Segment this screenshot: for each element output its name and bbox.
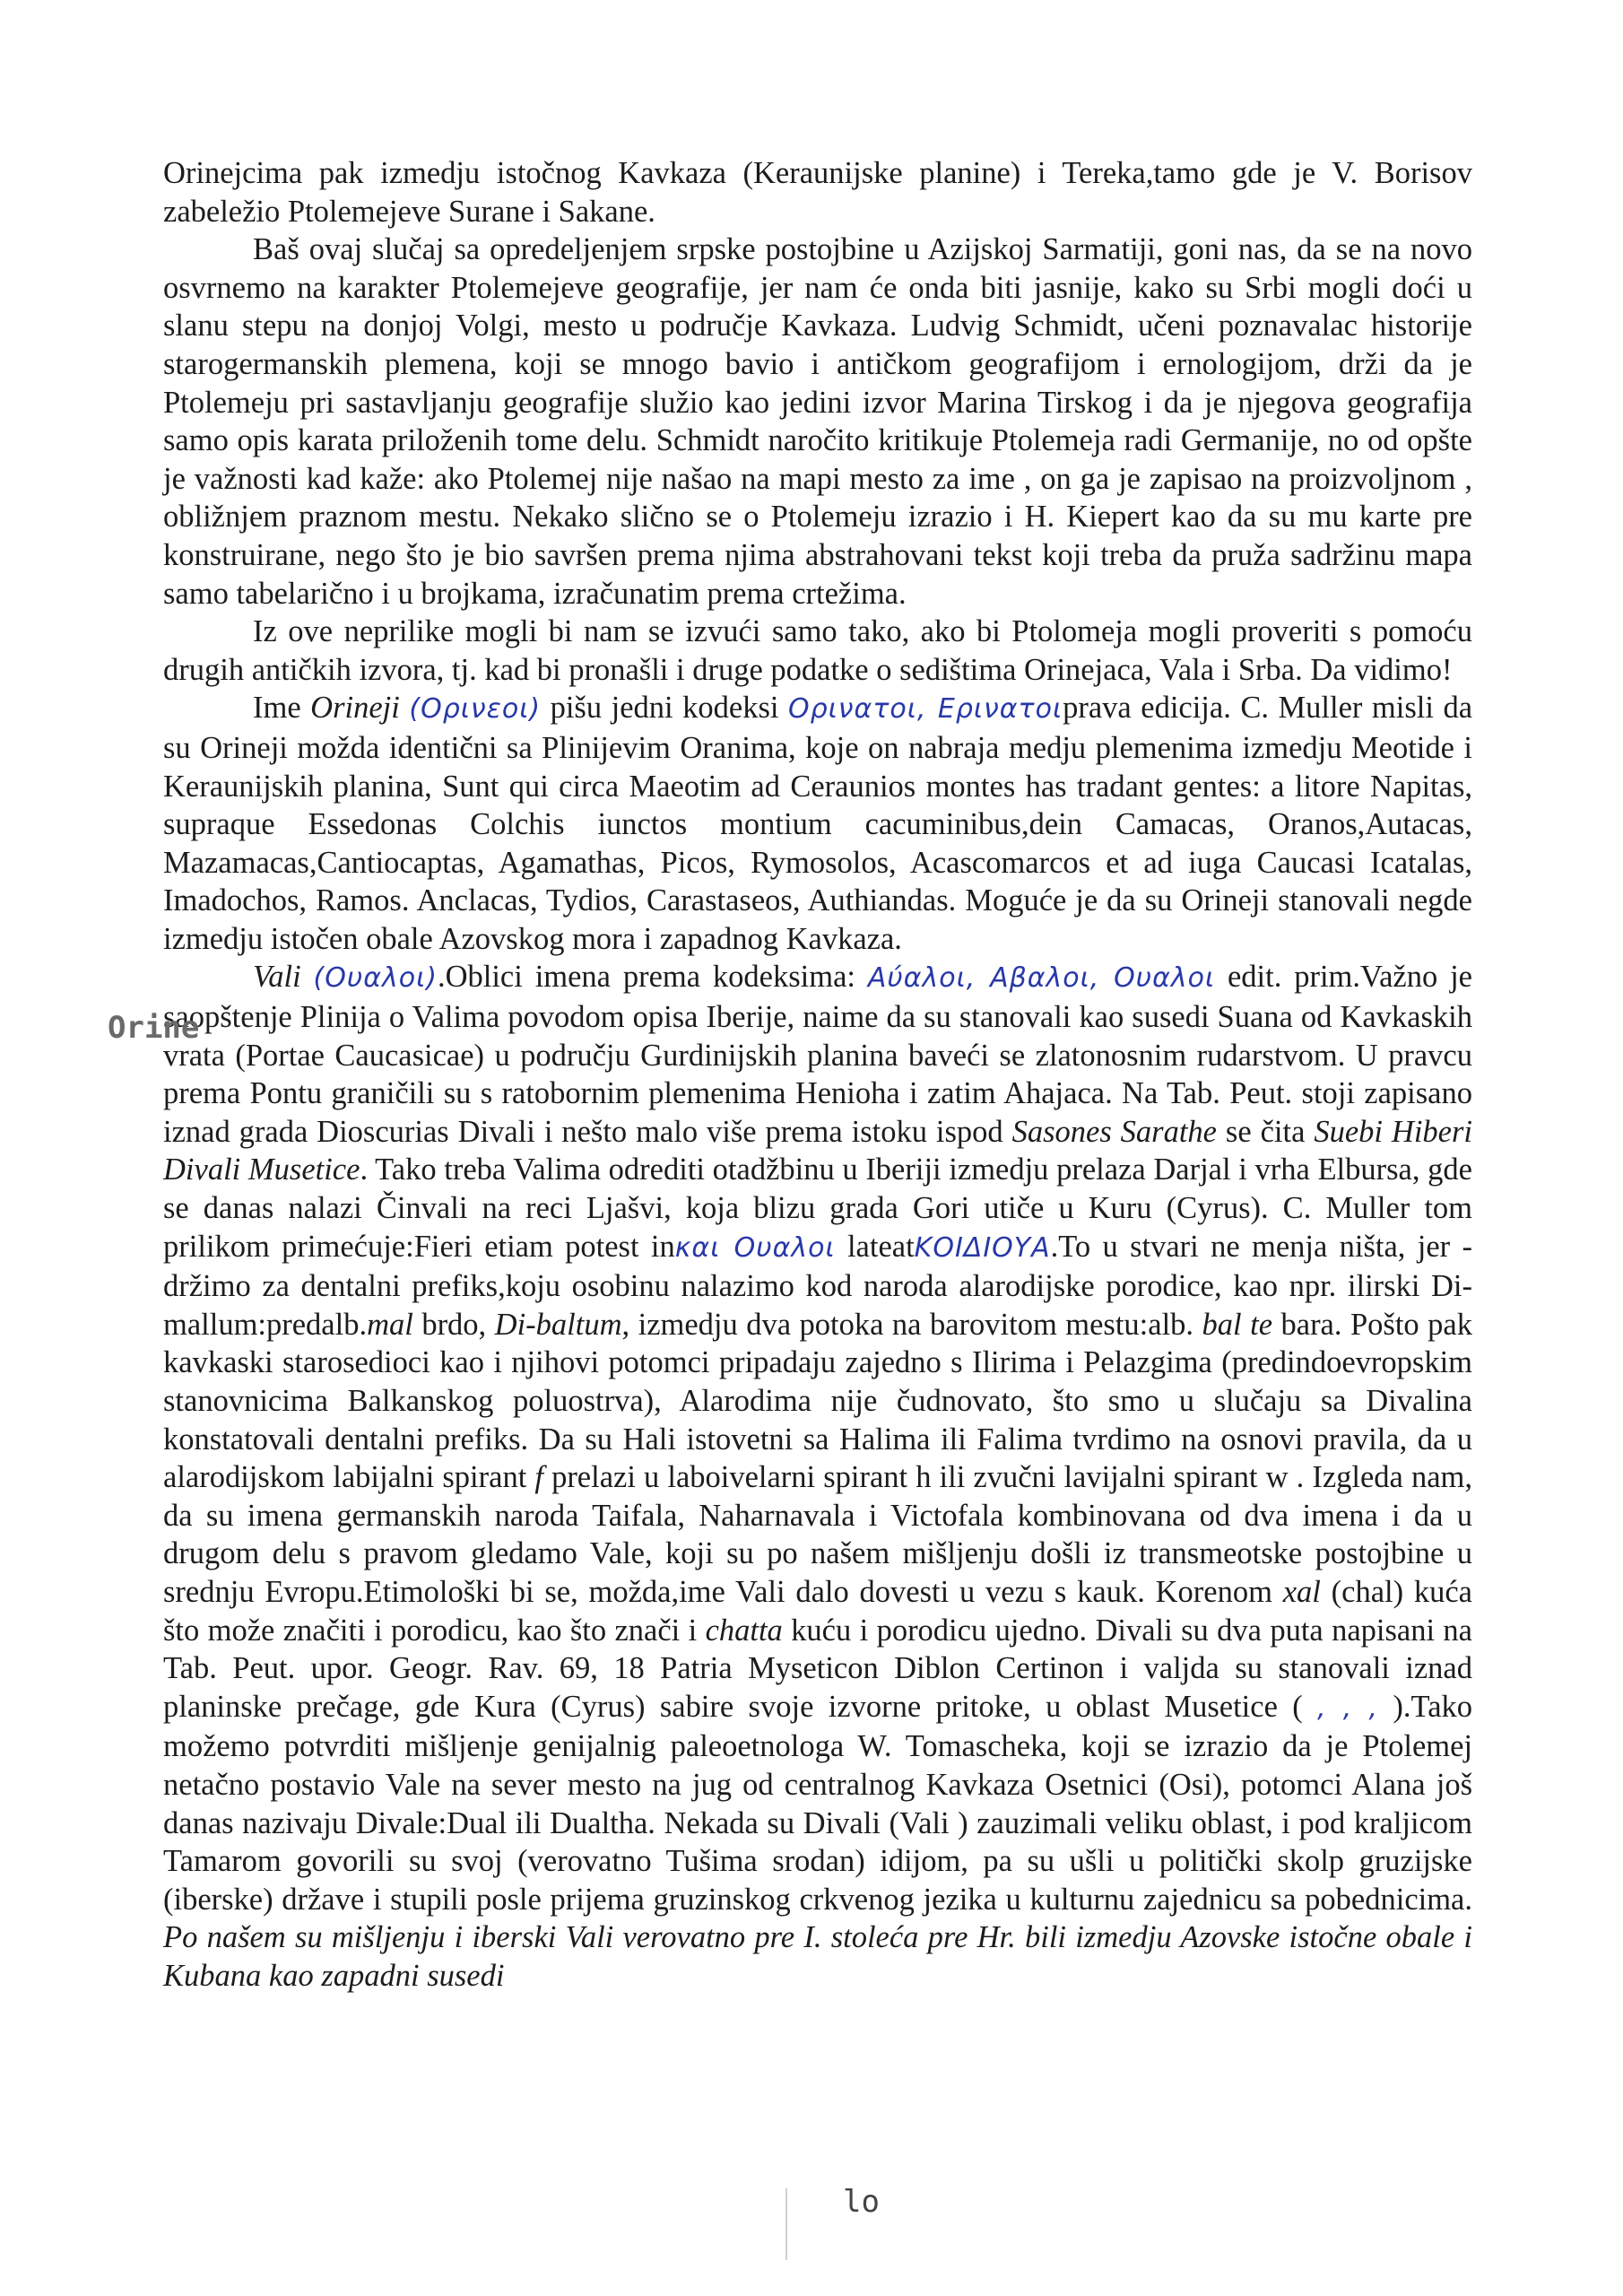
handwritten-greek-annotation: Ορινατοι, Ερινατοι [787, 693, 1063, 726]
paragraph [163, 230, 1472, 613]
italic-text: Sasones Sarathe [1011, 1114, 1217, 1149]
italic-text: xal [1282, 1574, 1321, 1609]
page-number: lo [843, 2184, 880, 2220]
text-run: lateat [835, 1229, 915, 1264]
handwritten-greek-annotation: Αύαλοι, Αβαλοι, Ουαλοι [867, 962, 1216, 995]
text-run: Orinejcima pak izmedju istočnog Kavkaza (Keraunijske planine) i Tereka,tamo gde je V. Borisov zabeležio Ptolemejeve Surane i Sakane. [163, 156, 1472, 229]
paragraph [163, 613, 1472, 689]
text-run: prelazi u laboivelarni spirant h ili zvučni lavijalni spirant w . Izgleda nam, da su imena germanskih naroda Taifala, Naharnavala i Victofala kombinovana od dva imena i da u drugom delu s pravom gledamo Vale, koji su po našem mišljenju došli iz transmeotske postojbine u srednju Evropu.Etimološki bi se, možda,ime Vali dalo dovesti u vezu s kauk. Korenom [163, 1460, 1472, 1609]
text-run: . Tako treba Valima odrediti otadžbinu u Iberiji izmedju prelaza Darjal i vrha Elbursa, gde se danas nalazi Činvali na reci Ljašvi, koja blizu grada Gori utiče u Kuru (Cyrus). C. Muller tom prilikom primećuje:Fieri etiam potest in [163, 1152, 1472, 1264]
text-run: .Oblici imena prema kodeksima: [437, 960, 868, 995]
paragraph [163, 958, 1472, 1995]
text-run: kuću i porodicu ujedno. Divali su dva puta napisani na Tab. Peut. upor. Geogr. Rav. 69, 18 Patria Myseticon Diblon Certinon i valjda su stanovali iznad planinske prečage, gde Kura (Cyrus) sabire svoje izvorne pritoke, u oblast Musetice ( [163, 1613, 1472, 1724]
text-run: edit. prim.Važno je saopštenje Plinija o Valima povodom opisa Iberije, naime da su stanovali kao susedi Suana od Kavkaskih vrata (Portae Caucasicae) u području Gurdinijskih planina baveći se zlatonosnim rudarstvom. U pravcu prema Pontu graničili su s ratobornim plemenima Henioha i zatim Ahajaca. Na Tab. Peut. stoji zapisano iznad grada Dioscurias Divali i nešto malo više prema istoku ispod [163, 960, 1472, 1149]
text-run: Iz ove neprilike mogli bi nam se izvući samo tako, ako bi Ptolomeja mogli proveriti s pomoću drugih antičkih izvora, tj. kad bi pronašli i druge podatke o sedištima Orinejaca, Vala i Srba. Da vidimo! [163, 614, 1472, 687]
paragraph [163, 154, 1472, 230]
italic-text: mal [367, 1307, 413, 1342]
text-run: , izmedju dva potoka na barovitom mestu:alb. [621, 1307, 1202, 1342]
handwritten-greek-annotation: ΚΟΙΔΙΟΥΑ [914, 1231, 1051, 1264]
paragraph [163, 689, 1472, 958]
text-run: Ime [253, 691, 311, 726]
text-run: Baš ovaj slučaj sa opredeljenjem srpske postojbine u Azijskoj Sarmatiji, goni nas, da se na novo osvrnemo na karakter Ptolemejeve geografije, jer nam će onda biti jasnije, kako su Srbi mogli doći u slanu stepu na donjoj Volgi, mesto u područje Kavkaza. Ludvig Schmidt, učeni poznavalac historije starogermanskih plemena, koji se mnogo bavio i antičkom geografijom i ernologijom, drži da je Ptolemeju pri sastavljanju geografije služio kao jedini izvor Marina Tirskog i da je njegova geografija samo opis karata priloženih tome delu. Schmidt naročito kritikuje Ptolemeja radi Germanije, no od opšte je važnosti kad kaže: ako Ptolemej nije našao na mapi mesto za ime , on ga je zapisao na proizvoljnom , obližnjem praznom mestu. Nekako slično se o Ptolemeju izrazio i H. Kiepert kao da su mu karte pre konstruirane, nego što je bio savršen prema njima abstrahovani tekst koji treba da pruža sadržinu mapa samo tabelarično i u brojkama, izračunatim prema crtežima. [163, 232, 1472, 611]
handwritten-greek-annotation: (Ουαλοι) [313, 962, 438, 995]
text-run: se čita [1217, 1114, 1315, 1149]
italic-text: Di-baltum [494, 1307, 622, 1342]
text-run: ).Tako možemo potvrditi mišljenje genijalnig paleoetnologa W. Tomascheka, koji se izrazio da je Ptolemej netačno postavio Vale na sever mesto na jug od centralnog Kavkaza Osetnici (Osi), potomci Alana još danas nazivaju Divale:Dual ili Dualtha. Nekada su Divali (Vali ) zauzimali veliku oblast, i pod kraljicom Tamarom govorili su svoj (verovatno Tušima srodan) idijom, pa su ušli u politički skolp gruzijske (iberske) države i stupili posle prijema gruzinskog crkvenog jezika u kulturnu zajednicu sa pobednicima. [163, 1689, 1473, 1917]
italic-text: f [534, 1460, 543, 1495]
italic-text: Orineji [310, 691, 400, 726]
text-run [301, 960, 314, 994]
text-run: prava edicija. C. Muller misli da su Orineji možda identični sa Plinijevim Oranima, koje on nabraja medju plemenima izmedju Meotide i Keraunijskih planina, Sunt qui circa Maeotim ad Ceraunios montes has tradant gentes: a litore Napitas, supraque Essedonas Colchis iunctos montium cacuminibus,dein Camacas, Oranos,Autacas, Mazamacas,Cantiocaptas, Agamathas, Picos, Rymosolos, Acascomarcos et ad iuga Caucasi Icatalas, Imadochos, Ramos. Anclacas, Tydios, Carastaseos, Authiandas. Moguće je da su Orineji stanovali negde izmedju istočen obale Azovskog mora i zapadnog Kavkaza. [163, 691, 1473, 956]
handwritten-greek-annotation: και Ουαλοι [674, 1231, 836, 1264]
handwritten-greek-annotation: , , , [1317, 1692, 1379, 1724]
text-run: pišu jedni kodeksi [541, 691, 788, 726]
document-body [163, 154, 1472, 1996]
italic-text: Vali [253, 960, 301, 995]
handwritten-greek-annotation: (Ορινεοι) [409, 693, 542, 726]
italic-text: chatta [705, 1613, 783, 1648]
text-run: bara. Pošto pak kavkaski starosedioci kao i njihovi potomci pripadaju zajedno s Ilirima i Pelazgima (predindoevropskim stanovnicima Balkanskog poluostrva), Alarodima nije čudnovato, što smo u slučaju sa Divalina konstatovali dentalni prefiks. Da su Hali istovetni sa Halima ili Falima tvrdimo na osnovi pravila, da u alarodijskom labijalni spirant [163, 1307, 1472, 1495]
margin-stamp-text: Orine [108, 1010, 200, 1046]
scan-mark [785, 2188, 787, 2260]
text-run: (chal) kuća što može značiti i porodicu, kao što znači i [163, 1574, 1472, 1648]
italic-text: Po našem su mišljenju i iberski Vali verovatno pre I. stoleća pre Hr. bili izmedju Azovske istočne obale i Kubana kao zapadni susedi [163, 1920, 1472, 1993]
text-run: .To u stvari ne menja ništa, jer - držimo za dentalni prefiks,koju osobinu nalazimo kod naroda alarodijske porodice, kao npr. ilirski Di-mallum:predalb. [163, 1229, 1472, 1342]
text-run: brdo, [412, 1307, 495, 1342]
italic-text: bal te [1202, 1307, 1273, 1342]
italic-text: Suebi Hiberi Divali Musetice [163, 1114, 1472, 1187]
text-run [400, 691, 410, 725]
